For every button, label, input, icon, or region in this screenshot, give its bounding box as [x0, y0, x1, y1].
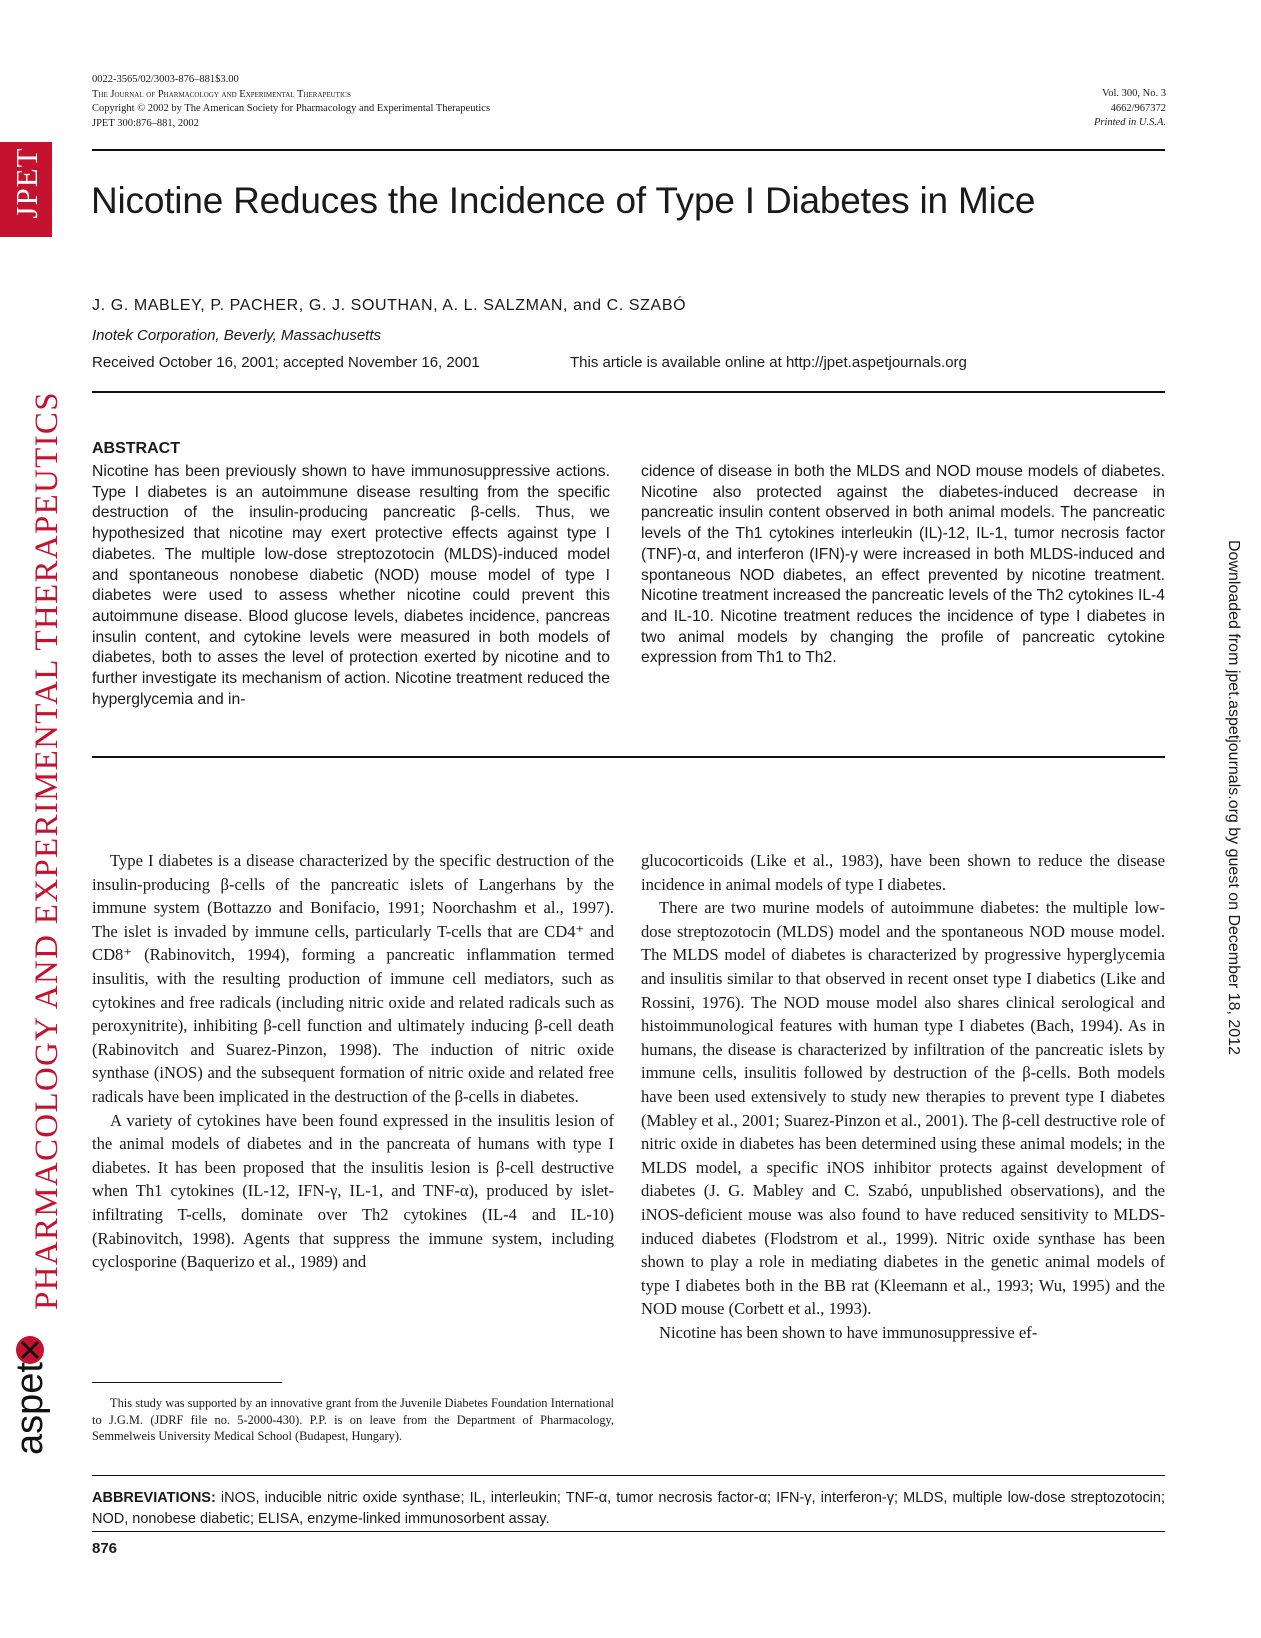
jpet-label: JPET [9, 147, 44, 219]
abbreviations-label: ABBREVIATIONS: [92, 1490, 216, 1506]
abbreviations [92, 1488, 1165, 1529]
body-paragraph: Nicotine has been shown to have immunosuppressive ef- [659, 1322, 1038, 1342]
article-code: 0022-3565/02/3003-876–881$3.00 [92, 74, 239, 85]
journal-header [92, 73, 490, 131]
article-id: 4662/967372 [1110, 102, 1166, 114]
printed-line: Printed in U.S.A. [1093, 117, 1166, 128]
journal-name: The Journal of Pharmacology and Experimental Therapeutics [92, 88, 351, 100]
body-column-2 [641, 849, 1165, 1344]
abbreviations-text: iNOS, inducible nitric oxide synthase; IL, interleukin; TNF-α, tumor necrosis factor-α; IFN-γ, interferon-γ; MLDS, multiple low-dose streptozotocin; NOD, nonobese diabetic; ELISA, enzyme-linked immunosorbent assay. [92, 1490, 1165, 1527]
journal-issue-info [1094, 87, 1166, 131]
abbrev-top-rule [92, 1475, 1165, 1476]
side-journal-name: PHARMACOLOGY AND EXPERIMENTAL THERAPEUTICS [29, 391, 65, 1310]
aspet-wordmark: aspet [9, 1362, 51, 1455]
abstract-heading: ABSTRACT [92, 440, 180, 457]
affiliation: Inotek Corporation, Beverly, Massachusetts [92, 327, 382, 344]
abstract-column-1: Nicotine has been previously shown to have immunosuppressive actions. Type I diabetes is an autoimmune disease resulting from the specific destruction of the insulin-producing pancreatic β-cells. Thus, we hypothesized that nicotine may exert protective effects against type I diabetes. The multiple low-dose streptozotocin (MLDS)-induced model and spontaneous nonobese diabetic (NOD) mouse model of type I diabetes were used to assess whether nicotine could prevent this autoimmune disease. Blood glucose levels, diabetes incidence, pancreas insulin content, and cytokine levels were measured in both models of diabetes, both to asses the level of protection exerted by nicotine and to further investigate its mechanism of action. Nicotine treatment reduced the hyperglycemia and in- [92, 463, 610, 708]
abbrev-bottom-rule [92, 1531, 1165, 1532]
body-paragraph: There are two murine models of autoimmune diabetes: the multiple low-dose streptozotocin (MLDS) model and the spontaneous NOD mouse model. The MLDS model of diabetes is characterized by progressive hyperglycemia and insulitis similar to that observed in recent onset type I diabetics (Like and Rossini, 1976). The NOD mouse model also shares clinical serological and histoimmunological features with human type I diabetes (Bach, 1994). As in humans, the disease is characterized by infiltration of the pancreatic islets by immune cells, insulitis followed by destruction of the β-cells. Both models have been used extensively to study new therapies to prevent type I diabetes (Mabley et al., 2001; Suarez-Pinzon et al., 2001). The β-cell destructive role of nitric oxide in diabetes has been determined using these animal models; in the MLDS model, a specific iNOS inhibitor protects against development of diabetes (J. G. Mabley and C. Szabó, unpublished observations), and the iNOS-deficient mouse was also found to have reduced sensitivity to MLDS-induced diabetes (Flodstrom et al., 1999). Nitric oxide synthase has been shown to play a role in mediating diabetes in the genetic animal models of type I diabetes both in the BB rat (Kleemann et al., 1993; Wu, 1995) and the NOD mouse (Corbett et al., 1993). [641, 898, 1165, 1319]
abstract-column-2: cidence of disease in both the MLDS and NOD mouse models of diabetes. Nicotine also protected against the diabetes-induced decrease in pancreatic insulin content observed in both animal models. The pancreatic levels of the Th1 cytokines interleukin (IL)-12, IL-1, tumor necrosis factor (TNF)-α, and interferon (IFN)-γ were increased in both MLDS-induced and spontaneous NOD diabetes, an effect prevented by nicotine treatment. Nicotine treatment increased the pancreatic levels of the Th2 cytokines IL-4 and IL-10. Nicotine treatment reduces the incidence of type I diabetes in two animal models by changing the profile of pancreatic cytokine expression from Th1 to Th2. [641, 463, 1165, 667]
header-rule [92, 149, 1165, 151]
footnote-rule [92, 1382, 282, 1383]
title-rule [92, 391, 1165, 393]
download-notice: Downloaded from jpet.aspetjournals.org by guest on December 18, 2012 [1225, 540, 1242, 1055]
funding-footnote [92, 1395, 614, 1445]
copyright-line: Copyright © 2002 by The American Society for Pharmacology and Experimental Therapeutics [92, 103, 491, 114]
aspet-logo [8, 1330, 52, 1460]
authors: J. G. MABLEY, P. PACHER, G. J. SOUTHAN, A. L. SALZMAN, and C. SZABÓ [92, 297, 687, 314]
page-title: Nicotine Reduces the Incidence of Type I Diabetes in Mice [91, 180, 1036, 221]
page-number: 876 [92, 1540, 118, 1557]
body-paragraph: Type I diabetes is a disease characterized by the specific destruction of the insulin-producing β-cells of the pancreatic islets of Langerhans by the immune system (Bottazzo and Bonifacio, 1991; Noorchashm et al., 1997). The islet is invaded by immune cells, particularly T-cells that are CD4⁺ and CD8⁺ (Rabinovitch, 1994), forming a pancreatic inflammation termed insulitis, with the resulting production of immune cell mediators, such as cytokines and free radicals (including nitric oxide and related radicals such as peroxynitrite), inhibiting β-cell function and ultimately inducing β-cell death (Rabinovitch and Suarez-Pinzon, 1998). The induction of nitric oxide synthase (iNOS) and the subsequent formation of nitric oxide and related free radicals have been implicated in the destruction of the β-cells in diabetes. [92, 851, 614, 1106]
footnote-text: This study was supported by an innovative grant from the Juvenile Diabetes Foundation International to J.G.M. (JDRF file no. 5-2000-430). P.P. is on leave from the Department of Pharmacology, Semmelweis University Medical School (Budapest, Hungary). [92, 1396, 614, 1443]
volume-line: Vol. 300, No. 3 [1102, 88, 1166, 99]
body-column-1 [92, 849, 614, 1274]
body-paragraph: A variety of cytokines have been found expressed in the insulitis lesion of the animal models of diabetes and in the pancreata of humans with type I diabetes. It has been proposed that the insulitis lesion is β-cell destructive when Th1 cytokines (IL-12, IFN-γ, IL-1, and TNF-α), produced by islet-infiltrating T-cells, dominate over Th2 cytokines (IL-4 and IL-10) (Rabinovitch, 1998). Agents that suppress the immune system, including cyclosporine (Baquerizo et al., 1989) and [92, 1110, 614, 1272]
abstract-rule [92, 756, 1165, 758]
body-paragraph: glucocorticoids (Like et al., 1983), have been shown to reduce the disease incidence in animal models of type I diabetes. [641, 851, 1165, 894]
received-dates: Received October 16, 2001; accepted November 16, 2001 [92, 354, 480, 371]
aspet-logo-icon [8, 1330, 52, 1460]
citation-line: JPET 300:876–881, 2002 [92, 117, 199, 129]
online-notice: This article is available online at http://jpet.aspetjournals.org [570, 354, 967, 371]
